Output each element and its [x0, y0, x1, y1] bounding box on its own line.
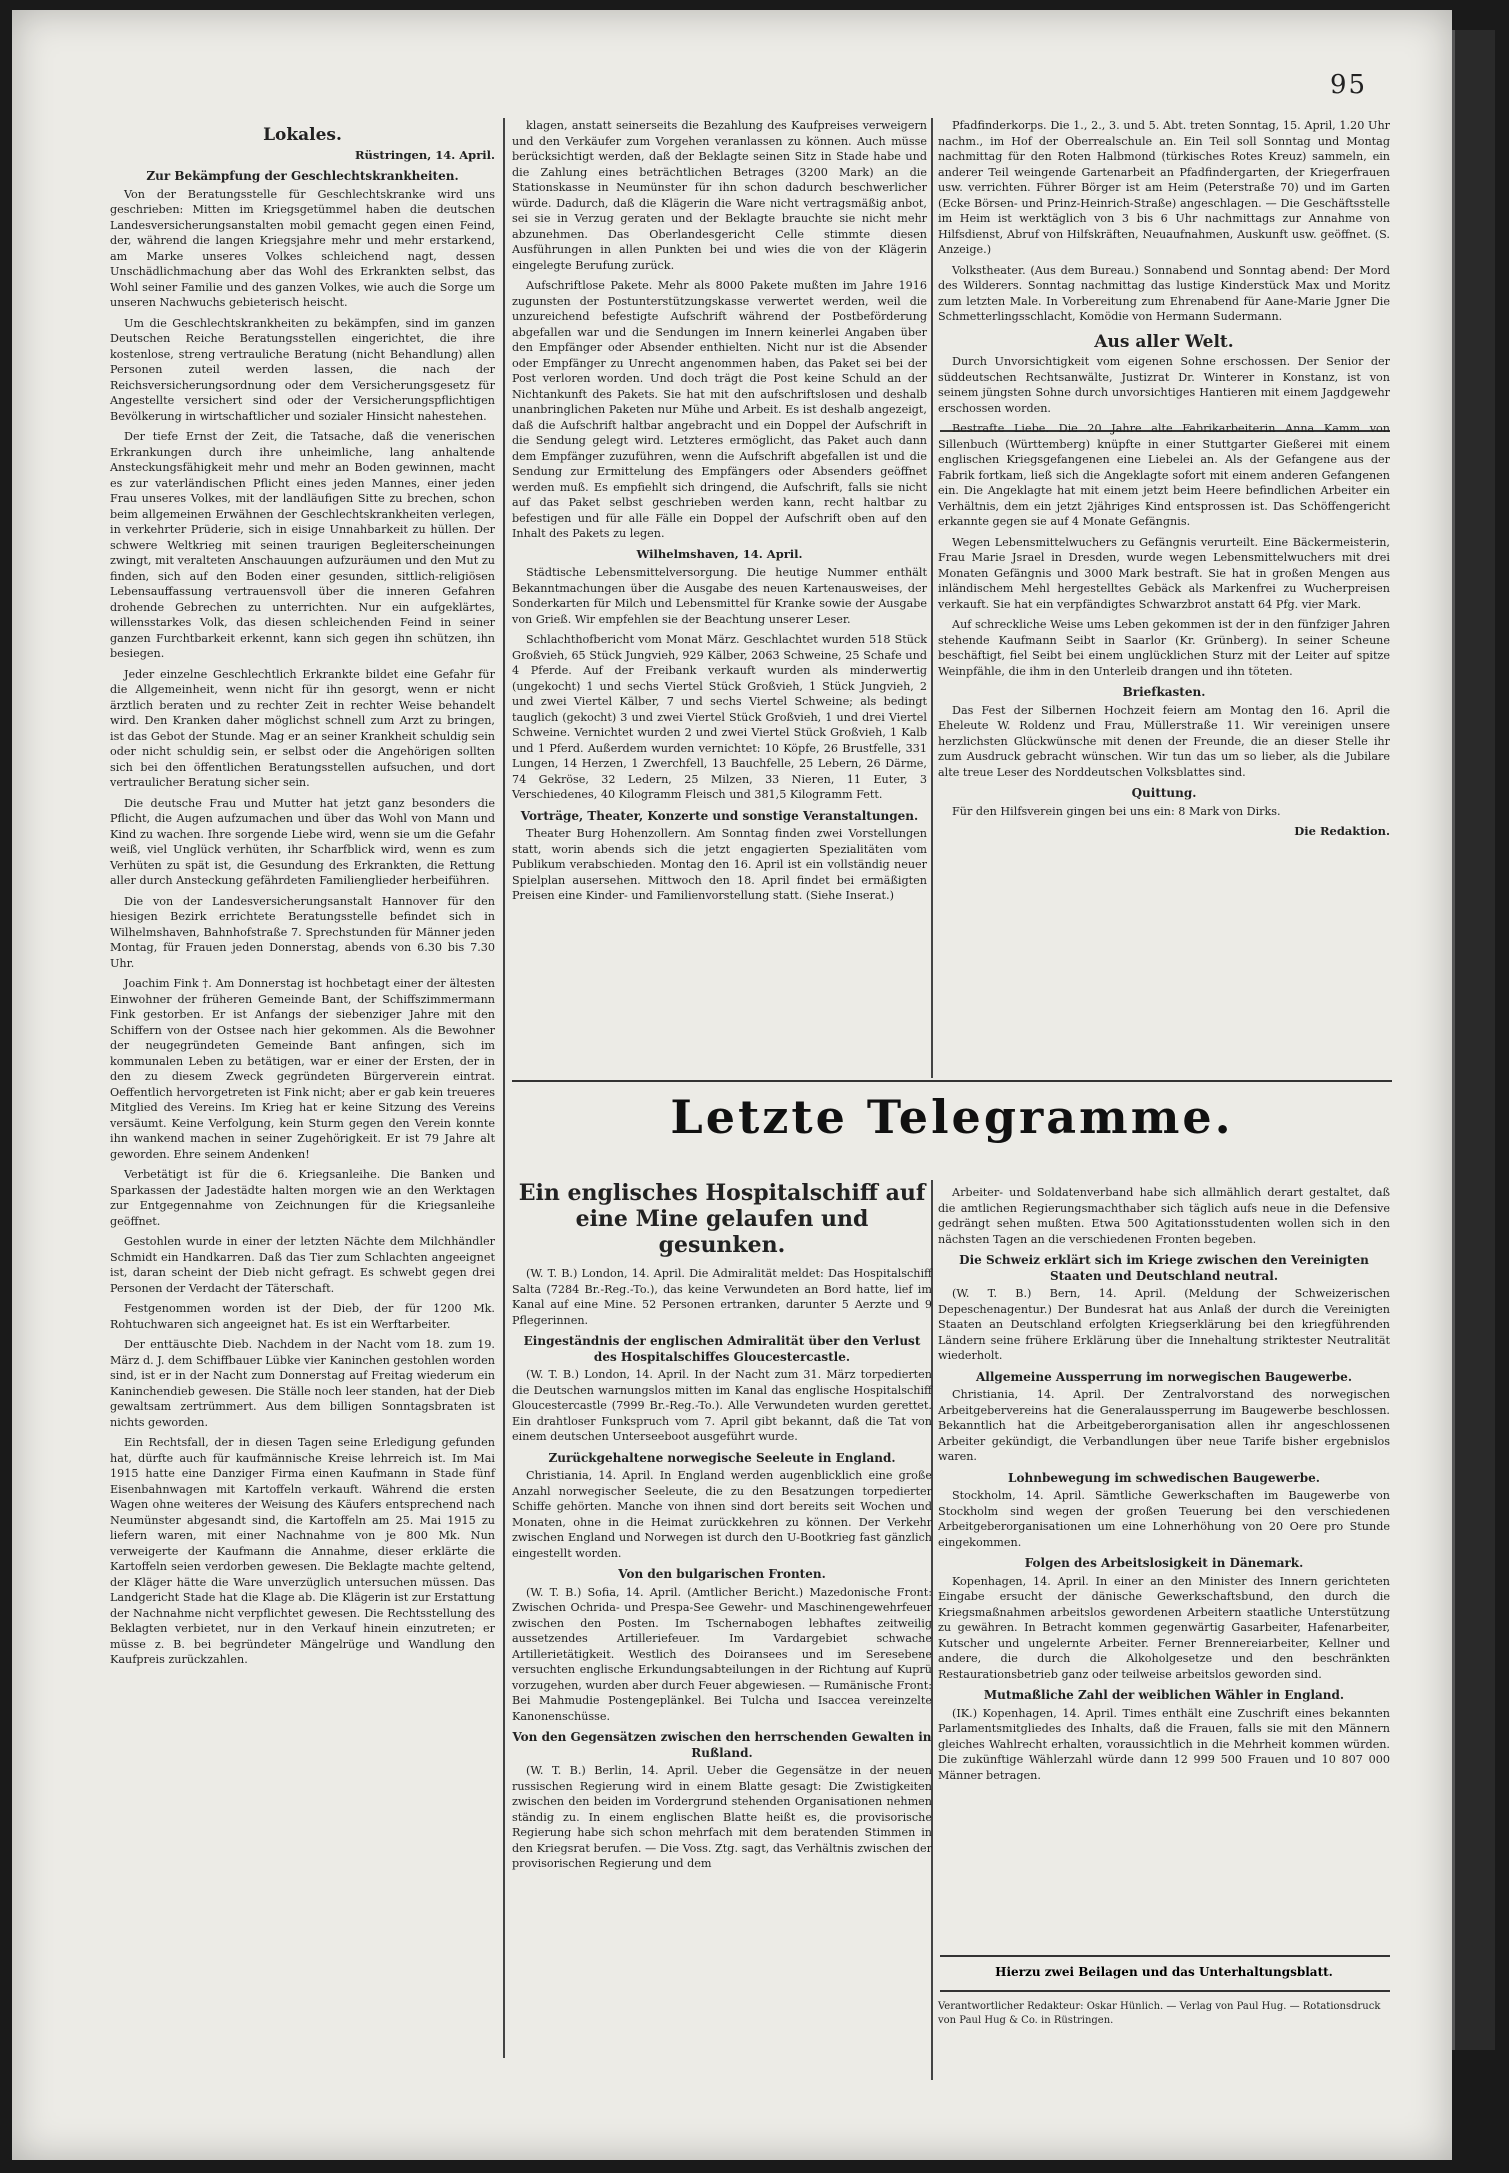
article-paragraph: Der enttäuschte Dieb. Nachdem in der Nacht vom 18. zum 19. März d. J. dem Schiffbauer Lübke vier Kaninchen gestohlen worden sind, ist er in der Nacht zum Donnerstag auf Freitag wiederum ein Kaninchendieb gewesen. Die Ställe noch leer standen, hat der Dieb gewaltsam zertrümmert. Aus dem billigen Sonntagsbraten ist nichts geworden. — [110, 1338, 495, 1429]
telegram-headline: Ein englisches Hospitalschiff auf eine Mine gelaufen und gesunken. — [518, 1180, 926, 1258]
article-paragraph: Um die Geschlechtskrankheiten zu bekämpfen, sind im ganzen Deutschen Reiche Beratungsstellen eingerichtet, die ihre kostenlose, streng vertrauliche Beratung (nicht Behandlung) allen Personen zuteil werden lassen, die nach der Reichsversicherungsordnung oder dem Versicherungsgesetz für Angestellte versichert sind oder der Versicherungspflichtigen Bevölkerung in wirtschaftlicher und sozialer Hinsicht nahestehen. — [110, 316, 495, 423]
article-paragraph: Joachim Fink †. Am Donnerstag ist hochbetagt einer der ältesten Einwohner der früheren Gemeinde Bant, der Schiffszimmermann Fink gestorben. Er ist Anfangs der siebenziger Jahre mit den Schiffern von der Ostsee nach hier gekommen. Als die Bewohner der neugegründeten Gemeinde Bant anfingen, sich im kommunalen Leben zu betätigen, war er einer der Ersten, der in den zu diesem Zweck gegründeten Bürgerverein eintrat. Oeffentlich hervorgetreten ist Fink nicht; aber er gab kein treueres Mitglied des Vereins. Im Krieg hat er keine Sitzung des Vereins versäumt. Keine Verfolgung, kein Sturm gegen den Verein konnte ihn wankend machen in seiner Zugehörigkeit. Er ist 79 Jahre alt geworden. Ehre seinem Andenken! — [110, 977, 495, 1161]
article-paragraph: Theater Burg Hohenzollern. Am Sonntag finden zwei Vorstellungen statt, worin abends sich die jetzt engagierten Spezialitäten vom Publikum verabschieden. Montag den 16. April ist ein vollständig neuer Spielplan ausersehen. Mittwoch den 18. April findet bei ermäßigten Preisen eine Kinder- und Familienvorstellung statt. (Siehe Inserat.) — [512, 827, 927, 902]
article-paragraph: Durch Unvorsichtigkeit vom eigenen Sohne erschossen. Der Senior der süddeutschen Rechtsanwälte, Justizrat Dr. Winterer in Konstanz, ist von seinem jüngsten Sohne durch unvorsichtiges Hantieren mit einem Jagdgewehr erschossen worden. — [938, 355, 1390, 415]
article-paragraph: Wegen Lebensmittelwuchers zu Gefängnis verurteilt. Eine Bäckermeisterin, Frau Marie Jsrael in Dresden, wurde wegen Lebensmittelwuchers mit drei Monaten Gefängnis und 3000 Mark bestraft. Sie hat in großen Mengen aus inländischem Mehl hergestelltes Gebäck als Markenfrei zu Wucherpreisen verkauft. Sie hat ein verpfändigtes Schwarzbrot anstatt 64 Pfg. vier Mark. — [938, 535, 1390, 611]
article-paragraph: Festgenommen worden ist der Dieb, der für 1200 Mk. Rohtuchwaren sich angeeignet hat. Es ist ein Werftarbeiter. — [110, 1302, 495, 1331]
telegram-subhead: Lohnbewegung im schwedischen Baugewerbe. — [1008, 1470, 1320, 1485]
article-paragraph: Volkstheater. (Aus dem Bureau.) Sonnabend und Sonntag abend: Der Mord des Wilderers. Sonntag nachmittag das lustige Kinderstück Max und Moritz zum letzten Male. In Vorbereitung zum Ehrenabend für Aane-Marie Jgner Die Schmetterlingsschlacht, Komödie von Hermann Sudermann. — [938, 263, 1390, 323]
telegram-subhead: Von den bulgarischen Fronten. — [618, 1567, 826, 1581]
column-local-news — [110, 118, 495, 1673]
telegram-paragraph: (W. T. B.) Sofia, 14. April. (Amtlicher Bericht.) Mazedonische Front: Zwischen Ochrida- und Prespa-See Gewehr- und Maschinengewehrfeuer zwischen den Posten. Im Tschernabogen lebhaftes zeitweilig aussetzendes Artilleriefeuer. Im Vardargebiet schwache Artillerietätigkeit. Westlich des Doiransees und im Seresebene versuchten englische Erkundungsabteilungen in der Richtung auf Kuprü vorzugehen, wurden aber durch Feuer abgewiesen. — Rumänische Front: Bei Mahmudie Postengeplänkel. Bei Tulcha und Isaccea vereinzelte Kanonenschüsse. — [512, 1585, 932, 1723]
section-rule — [940, 1955, 1390, 1957]
telegrams-left-column — [512, 1180, 932, 1877]
telegram-paragraph: (IK.) Kopenhagen, 14. April. Times enthält eine Zuschrift eines bekannten Parlamentsmitgliedes des Inhalts, daß die Frauen, falls sie mit den Männern gleiches Wahlrecht erhalten, voraussichtlich in die Mehrheit kommen würden. Die zukünftige Wählerzahl würde dann 12 999 500 Frauen und 10 807 000 Männer betragen. — [938, 1706, 1390, 1782]
signature: Die Redaktion. — [1294, 824, 1390, 838]
column-rule — [503, 118, 505, 2058]
article-headline: Zur Bekämpfung der Geschlechtskrankheiten. — [146, 169, 459, 183]
dateline: Wilhelmshaven, 14. April. — [636, 546, 803, 561]
article-paragraph: Gestohlen wurde in einer der letzten Nächte dem Milchhändler Schmidt ein Handkarren. Daß das Tier zum Schlachten angeeignet ist, daran scheint der Dieb nicht gefragt. Es schwebt gegen drei Personen der Verdacht der Täterschaft. — [110, 1235, 495, 1295]
article-paragraph: Verbetätigt ist für die 6. Kriegsanleihe. Die Banken und Sparkassen der Jadestädte halten morgen wie an den Werktagen zur Entgegennahme von Zeichnungen für die Kriegsanleihe geöffnet. — [110, 1168, 495, 1228]
telegram-paragraph: Christiania, 14. April. In England werden augenblicklich eine große Anzahl norwegischer Seeleute, die zu den Besatzungen torpedierter Schiffe gehörten. Manche von ihnen sind dort bereits seit Wochen und Monaten, ohne in die Heimat zurückkehren zu können. Der Verkehr zwischen England und Norwegen ist durch den U-Bootkrieg fast gänzlich eingestellt worden. — [512, 1469, 932, 1560]
page-number: 95 — [1330, 70, 1368, 100]
article-paragraph: Auf schreckliche Weise ums Leben gekommen ist der in den fünfziger Jahren stehende Kaufmann Seibt in Saarlor (Kr. Grünberg). In seiner Scheune beschäftigt, fiel Seibt bei einem unglücklichen Sturz mit der Leiter auf spitze Weinpfähle, die ihm in den Unterleib drangen und ihn töteten. — [938, 618, 1390, 678]
telegram-paragraph: (W. T. B.) London, 14. April. Die Admiralität meldet: Das Hospitalschiff Salta (7284 Br.-Reg.-To.), das keine Verwundeten an Bord hatte, lief im Kanal auf eine Mine. 52 Personen ertranken, darunter 5 Aerzte und 9 Pflegerinnen. — [512, 1267, 932, 1327]
telegram-paragraph: (W. T. B.) Bern, 14. April. (Meldung der Schweizerischen Depeschenagentur.) Der Bundesrat hat aus Anlaß der durch die Vereinigten Staaten an Deutschland erfolgten Kriegserklärung bei den kriegführenden Ländern seine frühere Erklärung über die Innehaltung striktester Neutralität wiederholt. — [938, 1287, 1390, 1362]
section-rule — [940, 1990, 1390, 1992]
telegram-subhead: Die Schweiz erklärt sich im Kriege zwischen den Vereinigten Staaten und Deutschland neutral. — [959, 1253, 1369, 1283]
imprint: Verantwortlicher Redakteur: Oskar Hünlich. — Verlag von Paul Hug. — Rotationsdruck von Paul Hug & Co. in Rüstringen. — [938, 2001, 1381, 2026]
telegrams-right-column — [938, 1185, 1390, 1788]
telegram-subhead: Eingeständnis der englischen Admiralität über den Verlust des Hospitalschiffes Gloucestercastle. — [523, 1334, 921, 1364]
column-rule — [931, 118, 933, 1078]
section-heading-lokales: Lokales. — [263, 125, 342, 145]
section-rule — [512, 1080, 1392, 1082]
telegram-subhead: Allgemeine Aussperrung im norwegischen Baugewerbe. — [976, 1369, 1352, 1384]
column-right — [938, 118, 1390, 843]
dateline: Rüstringen, 14. April. — [355, 147, 495, 162]
telegram-paragraph: (W. T. B.) London, 14. April. In der Nacht zum 31. März torpedierten die Deutschen warnungslos mitten im Kanal das englische Hospitalschiff Gloucestercastle (7999 Br.-Reg.-To.). Alle Verwundeten wurden gerettet. Ein drahtloser Funkspruch vom 7. April gibt bekannt, daß die Tat von einem deutschen Unterseeboot ausgeführt wurde. — [512, 1368, 932, 1443]
article-paragraph: Ein Rechtsfall, der in diesen Tagen seine Erledigung gefunden hat, dürfte auch für kaufmännische Kreise lehrreich ist. Im Mai 1915 hatte eine Danziger Firma einen Kaufmann in Stade fünf Eisenbahnwagen mit Kartoffeln verkauft. Während die ersten Wagen ohne weiteres der Weisung des Käufers entsprechend nach Neumünster abgesandt sind, die Kartoffeln am 25. Mai 1915 zu liefern waren, mit einer Nachnahme von je 800 Mk. Nun verweigerte der Kaufmann die Annahme, dieser erklärte die Kartoffeln seien verdorben gewesen. Die Beklagte machte geltend, der Kläger hätte die Ware unverzüglich untersuchen müssen. Das Landgericht Stade hat die Klage ab. Die Klägerin ist zur Erstattung der Nachnahme nicht verpflichtet gewesen. Die Rechtsstellung des Beklagten verbietet, nur in den Verkauf hinein einzutreten; er müsse z. B. bei begründeter Mängelrüge und Wandlung den Kaufpreis zurückzahlen. — [110, 1436, 495, 1666]
article-paragraph: Pfadfinderkorps. Die 1., 2., 3. und 5. Abt. treten Sonntag, 15. April, 1.20 Uhr nachm., im Hof der Oberrealschule an. Ein Teil soll Sonntag und Montag nachmittag für den Roten Halbmond (türkisches Rotes Kreuz) sammeln, ein anderer Teil weingende Gartenarbeit an Pfadfindergarten, der Kriegerfrauen usw. verrichten. Führer Börger ist am Heim (Peterstraße 70) und im Garten (Ecke Börsen- und Prinz-Heinrich-Straße) angeschlagen. — Die Geschäftsstelle im Heim ist werktäglich von 3 bis 6 Uhr nachmittags zur Annahme von Hilfsdienst, Abruf von Hilfskräften, Neuaufnahmen, Auskunft usw. geöffnet. (S. Anzeige.) — [938, 119, 1390, 256]
telegram-subhead: Von den Gegensätzen zwischen den herrschenden Gewalten in Rußland. — [512, 1730, 932, 1760]
section-heading-quittung: Quittung. — [1131, 786, 1197, 800]
article-paragraph: Jeder einzelne Geschlechtlich Erkrankte bildet eine Gefahr für die Allgemeinheit, wenn nicht für ihn gesorgt, wenn er nicht ärztlich beraten und zu rechter Zeit in rechter Weise behandelt wird. Den Kranken daher möglichst schnell zum Arzt zu bringen, ist das Gebot der Stunde. Mag er an seiner Krankheit schuldig sein oder nicht schuldig sein, er selbst oder die Angehörigen sollten sich bei den öffentlichen Beratungsstellen aufsuchen, und dort vertraulicher Beratung sicher sein. — [110, 667, 495, 789]
article-paragraph: Die von der Landesversicherungsanstalt Hannover für den hiesigen Bezirk errichtete Beratungsstelle befindet sich in Wilhelmshaven, Bahnhofstraße 7. Sprechstunden für Männer jeden Montag, für Frauen jeden Donnerstag, abends von 6.30 bis 7.30 Uhr. — [110, 894, 495, 970]
section-heading-aus-aller-welt: Aus aller Welt. — [1094, 331, 1234, 352]
article-paragraph: Bestrafte Liebe. Die 20 Jahre alte Fabrikarbeiterin Anna Kamm von Sillenbuch (Württemberg) knüpfte in einer Stuttgarter Gießerei mit einem englischen Kriegsgefangenen eine Liebelei an. Als der Gefangene aus der Fabrik fortkam, ließ sich die Angeklagte sofort mit einem anderen Gefangenen ein. Die Angeklagte hat mit einem jetzt beim Heere befindlichen Arbeiter ein Verhältnis, dem ein jetzt 2jähriges Kind entsprossen ist. Das Schöffengericht erkannte gegen sie auf 4 Monate Gefängnis. — [938, 422, 1390, 528]
telegram-paragraph: Stockholm, 14. April. Sämtliche Gewerkschaften im Baugewerbe von Stockholm sind wegen der großen Teuerung bei den verschiedenen Arbeitgeberorganisationen um eine Lohnerhöhung von 20 Oere pro Stunde eingekommen. — [938, 1489, 1390, 1549]
article-paragraph: Von der Beratungsstelle für Geschlechtskranke wird uns geschrieben: Mitten im Kriegsgetümmel haben die deutschen Landesversicherungsanstalten mobil gemacht gegen einen Feind, der, während die langen Kriegsjahre mehr und mehr erstarkend, am Marke unseres Volkes schleichend nagt, dessen Unschädlichmachung aber das Wohl des Erkrankten selbst, das Wohl seiner Familie und des ganzen Volkes, wie auch die Sorge um unseren Nachwuchs gebieterisch heischt. — [110, 187, 495, 309]
telegram-paragraph: Christiania, 14. April. Der Zentralvorstand des norwegischen Arbeitgebervereins hat die Generalaussperrung im Baugewerbe beschlossen. Bekanntlich hat die Arbeitgeberorganisation allen ihr angeschlossenen Arbeiter gekündigt, die Verbandlungen über neue Tarife bisher ergebnislos waren. — [938, 1388, 1390, 1463]
article-paragraph: Aufschriftlose Pakete. Mehr als 8000 Pakete mußten im Jahre 1916 zugunsten der Postunterstützungskasse verwertet werden, weil die unzureichend befestigte Aufschrift während der Postbeförderung abgefallen war und die Sendungen im Innern keinerlei Angaben über den Empfänger oder Absender enthielten. Nicht nur ist die Absender oder Empfänger zu Unrecht angenommen haben, das Paket sei bei der Post verloren worden. Und doch trägt die Post keine Schuld an der Nichtankunft des Pakets. Sie hat mit den aufschriftslosen und deshalb unanbringlichen Paketen nur Mühe und Arbeit. Es ist deshalb angezeigt, daß die Aufschrift haltbar angebracht und ein Doppel der Aufschrift in die Sendung gelegt wird. Letzteres ermöglicht, das Paket auch dann dem Empfänger zuzuführen, wenn die Aufschrift abgefallen ist und die Sendung zur Ermittelung des Empfängers oder Absenders geöffnet werden muß. Es empfiehlt sich dringend, die Aufschrift, falls sie nicht auf das Paket selbst geschrieben werden kann, recht haltbar zu befestigen und für alle Fälle ein Doppel der Aufschrift oben auf den Inhalt des Pakets zu legen. — [512, 279, 927, 540]
telegram-paragraph: Kopenhagen, 14. April. In einer an den Minister des Innern gerichteten Eingabe ersucht der dänische Gewerkschaftsbund, den durch die Kriegsmaßnahmen arbeitslos gewordenen Arbeitern staatliche Unterstützung zu gewähren. In Betracht kommen gegenwärtig Gasarbeiter, Hafenarbeiter, Kutscher und ungelernte Arbeiter. Ferner Brennereiarbeiter, Kellner und andere, die durch die Alkoholgesetze und den beschränkten Restaurationsbetrieb ganz oder teilweise arbeitslos geworden sind. — [938, 1574, 1390, 1681]
telegrams-title: Letzte Telegramme. — [670, 1090, 1234, 1144]
section-heading-events: Vorträge, Theater, Konzerte und sonstige Veranstaltungen. — [520, 808, 919, 823]
article-paragraph: Das Fest der Silbernen Hochzeit feiern am Montag den 16. April die Eheleute W. Roldenz und Frau, Müllerstraße 11. Wir vereinigen unsere herzlichsten Glückwünsche mit denen der Freunde, die an dieser Stelle ihr zum Ausdruck gebracht wünschen. Wir tun das um so lieber, als die Jubilare alte treue Leser des Norddeutschen Volksblattes sind. — [938, 703, 1390, 779]
column-middle — [512, 118, 927, 909]
telegram-paragraph: (W. T. B.) Berlin, 14. April. Ueber die Gegensätze in der neuen russischen Regierung wird in einem Blatte gesagt: Die Zwistigkeiten zwischen den beiden im Vordergrund stehenden Organisationen nehmen ständig zu. In einem englischen Blatte heißt es, die provisorische Regierung habe sich schon mehrfach mit dem beratenden Stimmen in den Kriegsrat berufen. — Die Voss. Ztg. sagt, das Verhältnis zwischen der provisorischen Regierung und dem — [512, 1764, 932, 1870]
binding-edge — [1452, 30, 1495, 2050]
section-heading-briefkasten: Briefkasten. — [1122, 685, 1206, 699]
telegram-subhead: Folgen des Arbeitslosigkeit in Dänemark. — [1024, 1556, 1304, 1570]
article-paragraph: Städtische Lebensmittelversorgung. Die heutige Nummer enthält Bekanntmachungen über die Ausgabe des neuen Kartenausweises, der Sonderkarten für Milch und Lebensmittel für Kranke sowie der Ausgabe von Grieß. Wir empfehlen sie der Beachtung unserer Leser. — [512, 566, 927, 626]
article-paragraph: Für den Hilfsverein gingen bei uns ein: 8 Mark von Dirks. — [952, 804, 1281, 818]
telegram-subhead: Mutmaßliche Zahl der weiblichen Wähler in England. — [983, 1688, 1345, 1702]
article-paragraph: klagen, anstatt seinerseits die Bezahlung des Kaufpreises verweigern und den Verkäufer zum Vorgehen veranlassen zu können. Auch müsse berücksichtigt werden, daß der Beklagte seinen Sitz in Stade habe und die Zahlung eines beträchtlichen Betrages (3200 Mark) an die Stationskasse in Neumünster für ihn schon dadurch beschwerlicher würde. Dadurch, daß die Klägerin die Ware nicht vertragsmäßig anbot, sei sie in Verzug geraten und der Beklagte brauchte sie nicht mehr abzunehmen. Das Oberlandesgericht Celle stimmte diesen Ausführungen in allen Punkten bei und wies die von der Klägerin eingelegte Berufung zurück. — [512, 119, 927, 272]
supplements-note: Hierzu zwei Beilagen und das Unterhaltungsblatt. — [995, 1965, 1333, 1979]
article-paragraph: Die deutsche Frau und Mutter hat jetzt ganz besonders die Pflicht, die Augen aufzumachen und über das Wohl von Mann und Kind zu wachen. Ihre sorgende Liebe wird, wenn sie um die Gefahr weiß, viel Unglück verhüten, ihr Scharfblick wird, wenn es zum Verhüten zu spät ist, die Gesundung des Erkrankten, die Rettung aller durch Ansteckung gefährdeten Familienglieder herbeiführen. — [110, 796, 495, 887]
article-paragraph: Schlachthofbericht vom Monat März. Geschlachtet wurden 518 Stück Großvieh, 65 Stück Jungvieh, 929 Kälber, 2063 Schweine, 25 Schafe und 4 Pferde. Auf der Freibank verkauft wurden als minderwertig (ungekocht) 1 und sechs Viertel Stück Großvieh, 1 Stück Jungvieh, 2 und zwei Viertel Kälber, 7 und sechs Viertel Schweine; als bedingt tauglich (gekocht) 3 und zwei Viertel Stück Großvieh, 1 und drei Viertel Schweine. Vernichtet wurden 2 und zwei Viertel Stück Großvieh, 1 Kalb und 1 Pferd. Außerdem wurden vernichtet: 10 Köpfe, 26 Brustfelle, 331 Lungen, 14 Herzen, 1 Zwerchfell, 13 Bauchfelle, 25 Lebern, 26 Därme, 74 Gekröse, 32 Ledern, 25 Milzen, 33 Nieren, 11 Euter, 3 Verschiedenes, 40 Kilogramm Fleisch und 381,5 Kilogramm Fett. — [512, 633, 927, 801]
article-paragraph: Der tiefe Ernst der Zeit, die Tatsache, daß die venerischen Erkrankungen durch ihre unheimliche, lang anhaltende Ansteckungsfähigkeit mehr und mehr an Boden gewinnen, macht es zur vaterländischen Pflicht eines jeden Mannes, einer jeden Frau unseres Volkes, mit der landläufigen Sitte zu brechen, schon beim allgemeinen Erwähnen der Geschlechtskrankheiten verlegen, in verkehrter Prüderie, sich in eisige Unnahbarkeit zu hüllen. Der schwere Weltkrieg mit seinen traurigen Begleiterscheinungen zwingt, mit veralteten Anschauungen aufzuräumen und den Mut zu finden, sich auf den Boden einer gesunden, sittlich-religiösen Lebensauffassung vertrauensvoll über die inneren Gefahren drohende Gebrechen zu unterrichten. Nur ein aufgeklärtes, willensstarkes Volk, das diesen schleichenden Feind in seiner ganzen Furchtbarkeit erkennt, kann sich gegen ihn schützen, ihn besiegen. — [110, 430, 495, 660]
telegram-paragraph: Arbeiter- und Soldatenverband habe sich allmählich derart gestaltet, daß die amtlichen Regierungsmachthaber sich täglich aufs neue in die Defensive gedrängt sehen mußten. Etwa 500 Agitationsstudenten wollen sich in den nächsten Tagen an die verschiedenen Fronten begeben. — [938, 1186, 1390, 1246]
telegram-subhead: Zurückgehaltene norwegische Seeleute in England. — [548, 1450, 896, 1465]
